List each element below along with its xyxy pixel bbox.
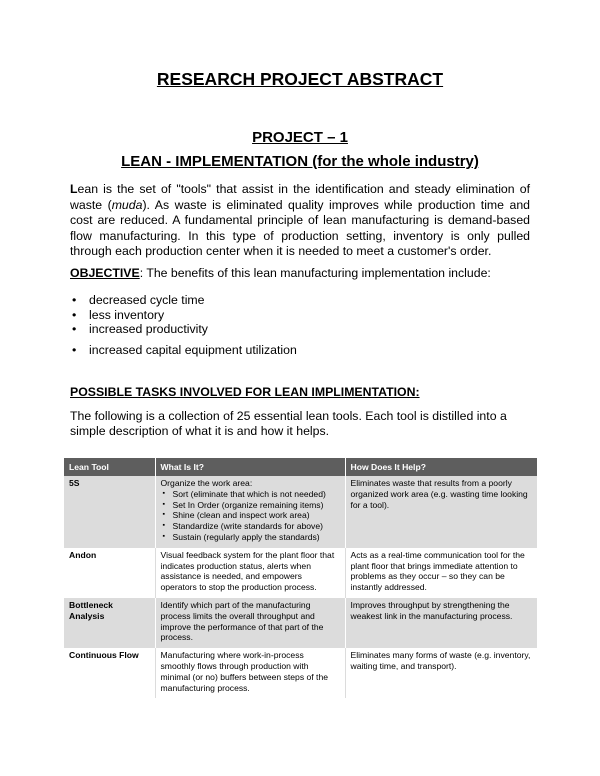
lean-tools-table [64,458,537,698]
bullet-icon: • [72,293,77,307]
intro-first-letter: L [70,182,78,196]
list-item [70,343,297,358]
tool-how: Eliminates many forms of waste (e.g. inventory, waiting time, and transport). [345,648,537,698]
tool-how: Acts as a real-time communication tool for the plant floor that brings immediate attention to problems as they occur – so they can be instantly addressed. [345,548,537,598]
list-item [70,308,297,323]
list-item [70,322,297,337]
tool-what: Manufacturing where work-in-process smoothly flows through production with minimal (or no) buffers between steps of the manufacturing process. [155,648,345,698]
list-item: ▪ Set In Order (organize remaining items) [173,500,340,511]
intro-paragraph [70,182,530,260]
tool-what: Visual feedback system for the plant floor that indicates production status, alerts when assistance is needed, and empowers operators to stop the production process. [155,548,345,598]
objective-line [70,266,491,280]
column-header-what: What Is It? [155,458,345,476]
tasks-description: The following is a collection of 25 essential lean tools. Each tool is distilled into a simple description of what it is and how it helps. [70,409,507,438]
objective-text: : The benefits of this lean manufacturing implementation include: [139,266,491,280]
benefit-text: less inventory [89,307,165,322]
tasks-heading: POSSIBLE TASKS INVOLVED FOR LEAN IMPLIMENTATION: [70,385,420,399]
5s-steps-list [161,489,340,543]
tool-what: Identify which part of the manufacturing process limits the overall throughput and improve the performance of that part of the process. [155,598,345,648]
intro-text-2: ). As waste is eliminated quality improves while production time and cost are reduced. A fundamental principle of lean manufacturing is demand-based flow manufacturing. In this type of production setting, inventory is only pulled through each production center when it is needed to meet a customer's order. [70,197,530,258]
column-header-tool: Lean Tool [64,458,155,476]
table-row [64,598,537,648]
intro-italic-term: muda [111,197,143,212]
tool-how: Eliminates waste that results from a poorly organized work area (e.g. wasting time looking for a tool). [345,476,537,548]
bullet-icon: • [72,342,77,357]
benefit-text: decreased cycle time [89,293,205,307]
list-item: ▪ Standardize (write standards for above) [173,521,340,532]
intro-text-1: ean is the set of "tools" that assist in the identification and steady elimination of waste ( [70,182,530,212]
bullet-icon: • [72,307,77,322]
list-item: ▪ Sustain (regularly apply the standards) [173,532,340,543]
tool-how: Improves throughput by strengthening the weakest link in the manufacturing process. [345,598,537,648]
tool-name: 5S [64,476,155,548]
benefits-list [70,293,297,357]
tool-name: Bottleneck Analysis [64,598,155,648]
list-item: ▪ Sort (eliminate that which is not needed) [173,489,340,500]
table-header-row [64,458,537,476]
tool-what-intro: Organize the work area: [160,478,253,488]
list-item [70,293,297,308]
project-heading: PROJECT – 1 [252,129,348,146]
objective-label: OBJECTIVE [70,266,140,280]
column-header-how: How Does It Help? [345,458,537,476]
table-row [64,548,537,598]
table-row [64,476,537,548]
benefit-text: increased capital equipment utilization [89,342,297,357]
benefit-text: increased productivity [89,322,208,336]
project-subtitle: LEAN - IMPLEMENTATION (for the whole industry) [121,153,479,170]
tool-name: Continuous Flow [64,648,155,698]
tool-what [155,476,345,548]
document-title: RESEARCH PROJECT ABSTRACT [156,69,444,89]
bullet-icon: • [72,322,77,336]
table-row [64,648,537,698]
list-item: ▪ Shine (clean and inspect work area) [173,510,340,521]
tool-name: Andon [64,548,155,598]
